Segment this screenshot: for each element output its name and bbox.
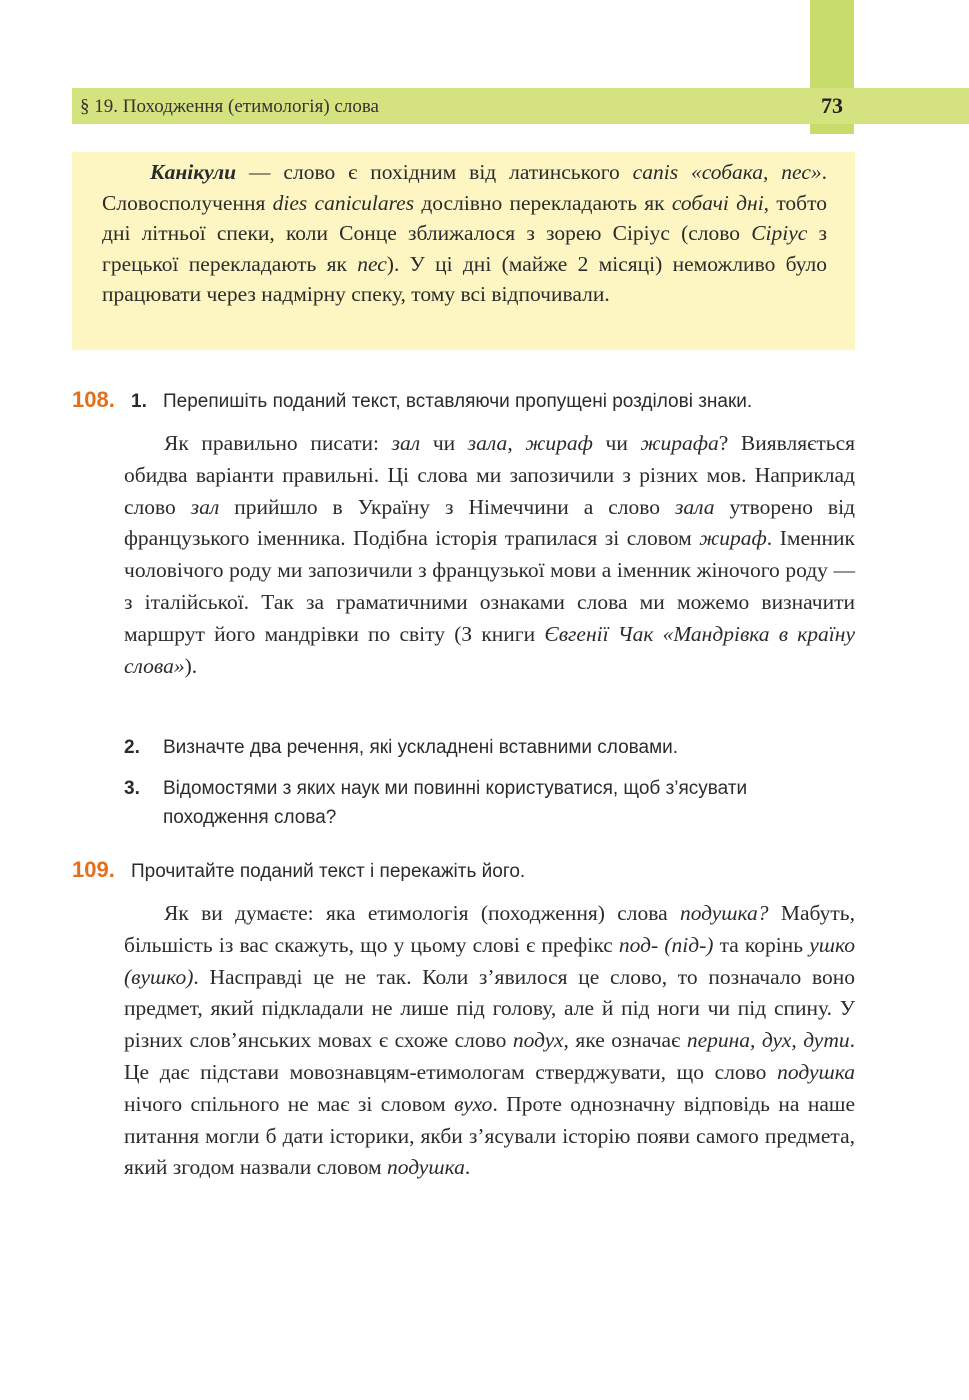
task-number-2: 2. <box>124 737 140 758</box>
info-box-text: Канікули — слово є похідним від латинського canis «собака, пес». Словосполучення dies caniculares дослівно перекладають як собачі дні, тобто дні літньої спеки, коли Сонце зближалося з зорею Сіріус (слово Сіріус з грецької перекладають як пес). У ці дні (майже 2 місяці) неможливо було працювати через надмірну спеку, тому всі відпочивали. <box>102 160 828 306</box>
task-number-3: 3. <box>124 778 140 799</box>
task-1-text: Перепишіть поданий текст, вставляючи пропущені розділові знаки. <box>163 391 753 412</box>
task-2-text: Визначте два речення, які ускладнені вставними словами. <box>163 737 679 758</box>
task-number-1: 1. <box>131 391 147 412</box>
latin-word: canis «собака, пес» <box>632 160 822 184</box>
page-number: 73 <box>821 93 843 118</box>
section-title: § 19. Походження (етимологія) слова <box>80 96 379 117</box>
exercise-108-text: Як правильно писати: зал чи зала, жираф чи жирафа? Виявляється обидва варіанти правильні. Ці слова ми запозичили з різних мов. Наприклад слово зал прийшло в Україну з Німеччини а слово зала утворено від французького іменника. Подібна історія трапилася зі словом жираф. Іменник чоловічого роду ми запозичили з французької мови а іменник жіночого роду — з італійської. Так за граматичними ознаками слова ми можемо визначити маршрут його мандрівки по світу (З книги Євгенії Чак «Мандрівка в країну слова»). <box>124 431 856 678</box>
latin-phrase: dies caniculares <box>272 190 415 215</box>
task-3-line-1: Відомостями з яких наук ми повинні користуватися, щоб з’ясувати <box>163 778 748 799</box>
book-source: Євгенії Чак «Мандрівка в країну слова» <box>124 621 855 678</box>
term-kanikuly: Канікули <box>150 160 237 184</box>
exercise-109-text: Як ви думаєте: яка етимологія (походження) слова подушка? Мабуть, більшість із вас скажуть, що у цьому слові є префікс под- (під-) та корінь ушко (вушко). Насправді це не так. Коли з’явилося це слово, то позначало воно предмет, який підкладали не лише під голову, але й під ноги чи під спину. У різних слов’янських мовах є схоже слово подух, яке означає перина, дух, дути. Це дає підстави мовознавцям-етимологам стверджувати, що слово подушка нічого спільного не має зі словом вухо. Проте однозначну відповідь на наше питання могли б дати історики, якби з’ясували історію появи самого предмета, який згодом назвали словом подушка. <box>124 901 856 1180</box>
exercise-number-109: 109. <box>72 857 115 882</box>
task-3-line-2: походження слова? <box>163 807 337 828</box>
exercise-number-108: 108. <box>72 387 115 412</box>
exercise-109-task: Прочитайте поданий текст і перекажіть його. <box>131 861 526 882</box>
